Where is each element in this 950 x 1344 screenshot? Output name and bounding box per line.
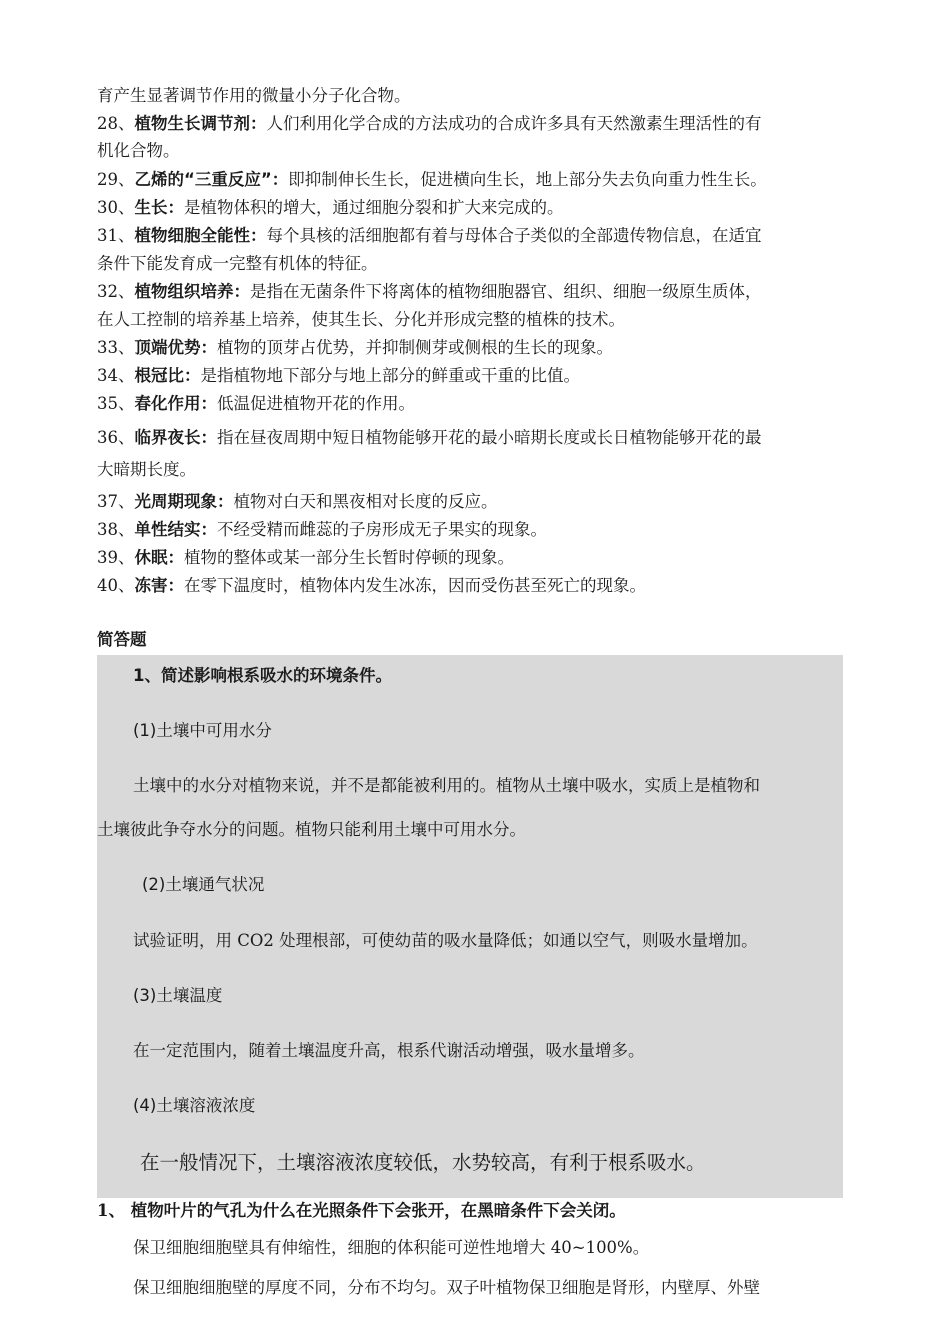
definition-term: 生长 <box>134 198 168 217</box>
definition-number: 30、 <box>97 198 135 217</box>
definition-term: 光周期现象 <box>134 492 217 511</box>
definition-continuation: 育产生显著调节作用的微量小分子化合物。 <box>97 86 411 105</box>
question-title <box>97 1201 626 1221</box>
definition-separator: ： <box>233 282 250 301</box>
definition-number: 33、 <box>97 338 135 357</box>
answer-paragraph: 保卫细胞细胞壁具有伸缩性，细胞的体积能可逆性地增大 40~100%。 <box>133 1238 650 1257</box>
definition-term: 植物细胞全能性 <box>134 226 250 245</box>
definition-item <box>97 114 762 134</box>
definition-term: 顶端优势 <box>134 338 201 357</box>
definition-separator: ： <box>271 170 289 189</box>
definition-term: 根冠比 <box>134 366 184 385</box>
definition-number: 35、 <box>97 394 135 413</box>
definition-text: 植物对白天和黑夜相对长度的反应。 <box>233 492 498 511</box>
definition-item <box>97 548 514 568</box>
definition-item <box>97 338 613 358</box>
definition-term: 单性结实 <box>134 520 201 539</box>
definition-text: 低温促进植物开花的作用。 <box>217 394 415 413</box>
definition-text-continued: 机化合物。 <box>97 141 180 160</box>
answer-paragraph: 保卫细胞细胞壁的厚度不同，分布不均匀。双子叶植物保卫细胞是肾形，内壁厚、外壁 <box>133 1278 760 1297</box>
definition-item <box>97 492 498 512</box>
definition-separator: ： <box>167 548 184 567</box>
definition-term: 春化作用 <box>134 394 201 413</box>
definition-item <box>97 428 762 448</box>
definition-item <box>97 226 762 246</box>
definition-separator: ： <box>250 226 267 245</box>
definition-number: 36、 <box>97 428 135 447</box>
definition-separator: ： <box>200 338 217 357</box>
section-heading: 简答题 <box>97 630 147 649</box>
definition-text: 即抑制伸长生长，促进横向生长，地上部分失去负向重力性生长。 <box>288 170 767 189</box>
definition-number: 39、 <box>97 548 135 567</box>
definition-separator: ： <box>167 198 184 217</box>
definition-item <box>97 520 547 540</box>
answer-paragraph-continued: 土壤彼此争夺水分的问题。植物只能利用土壤中可用水分。 <box>97 820 526 839</box>
definition-term: 临界夜长 <box>134 428 201 447</box>
question-title-text: 1、 植物叶片的气孔为什么在光照条件下会张开，在黑暗条件下会关闭。 <box>97 1201 626 1220</box>
definition-separator: ： <box>167 576 184 595</box>
definition-separator: ： <box>217 492 234 511</box>
definition-text: 人们利用化学合成的方法成功的合成许多具有天然激素生理活性的有 <box>266 114 762 133</box>
definition-text-continued: 在人工控制的培养基上培养，使其生长、分化并形成完整的植株的技术。 <box>97 310 625 329</box>
definition-text: 是植物体积的增大，通过细胞分裂和扩大来完成的。 <box>184 198 564 217</box>
definition-number: 28、 <box>97 114 135 133</box>
answer-paragraph: 在一定范围内，随着土壤温度升高，根系代谢活动增强，吸水量增多。 <box>133 1041 645 1060</box>
answer-paragraph: 试验证明，用 CO2 处理根部，可使幼苗的吸水量降低；如通以空气，则吸水量增加。 <box>133 931 758 950</box>
answer-subheading: (2)土壤通气状况 <box>142 875 265 894</box>
question-title: 1、简述影响根系吸水的环境条件。 <box>133 666 392 685</box>
definition-number: 38、 <box>97 520 135 539</box>
definition-separator: ： <box>184 366 201 385</box>
definition-text-continued: 条件下能发育成一完整有机体的特征。 <box>97 254 378 273</box>
definition-text: 在零下温度时，植物体内发生冰冻，因而受伤甚至死亡的现象。 <box>184 576 646 595</box>
definition-text: 每个具核的活细胞都有着与母体合子类似的全部遗传物信息，在适宜 <box>266 226 762 245</box>
answer-subheading: (1)土壤中可用水分 <box>133 721 272 740</box>
definition-text: 植物的整体或某一部分生长暂时停顿的现象。 <box>184 548 514 567</box>
definition-item <box>97 170 767 190</box>
answer-paragraph: 土壤中的水分对植物来说，并不是都能被利用的。植物从土壤中吸水，实质上是植物和 <box>133 776 760 795</box>
definition-item <box>97 394 415 414</box>
definition-text-continued: 大暗期长度。 <box>97 460 196 479</box>
definition-term: 乙烯的“三重反应” <box>134 170 272 189</box>
answer-paragraph: 在一般情况下，土壤溶液浓度较低，水势较高，有利于根系吸水。 <box>140 1151 706 1174</box>
definition-separator: ： <box>250 114 267 133</box>
definition-text: 不经受精而雌蕊的子房形成无子果实的现象。 <box>217 520 547 539</box>
definition-number: 37、 <box>97 492 135 511</box>
definition-term: 植物组织培养 <box>134 282 234 301</box>
definition-item <box>97 198 564 218</box>
definition-text: 是指植物地下部分与地上部分的鲜重或干重的比值。 <box>200 366 580 385</box>
definition-text: 是指在无菌条件下将离体的植物细胞器官、组织、细胞一级原生质体， <box>250 282 762 301</box>
definition-number: 40、 <box>97 576 135 595</box>
definition-item <box>97 366 580 386</box>
definition-text: 植物的顶芽占优势，并抑制侧芽或侧根的生长的现象。 <box>217 338 613 357</box>
definition-separator: ： <box>200 428 217 447</box>
definition-separator: ： <box>200 394 217 413</box>
answer-subheading: (4)土壤溶液浓度 <box>133 1096 256 1115</box>
definition-number: 34、 <box>97 366 135 385</box>
definition-number: 32、 <box>97 282 135 301</box>
definition-text: 指在昼夜周期中短日植物能够开花的最小暗期长度或长日植物能够开花的最 <box>217 428 762 447</box>
definition-separator: ： <box>200 520 217 539</box>
definition-term: 植物生长调节剂 <box>134 114 250 133</box>
definition-number: 31、 <box>97 226 135 245</box>
definition-item <box>97 576 646 596</box>
definition-term: 休眠 <box>134 548 168 567</box>
definition-number: 29、 <box>97 170 135 189</box>
answer-subheading: (3)土壤温度 <box>133 986 223 1005</box>
definition-item <box>97 282 762 302</box>
definition-term: 冻害 <box>134 576 168 595</box>
